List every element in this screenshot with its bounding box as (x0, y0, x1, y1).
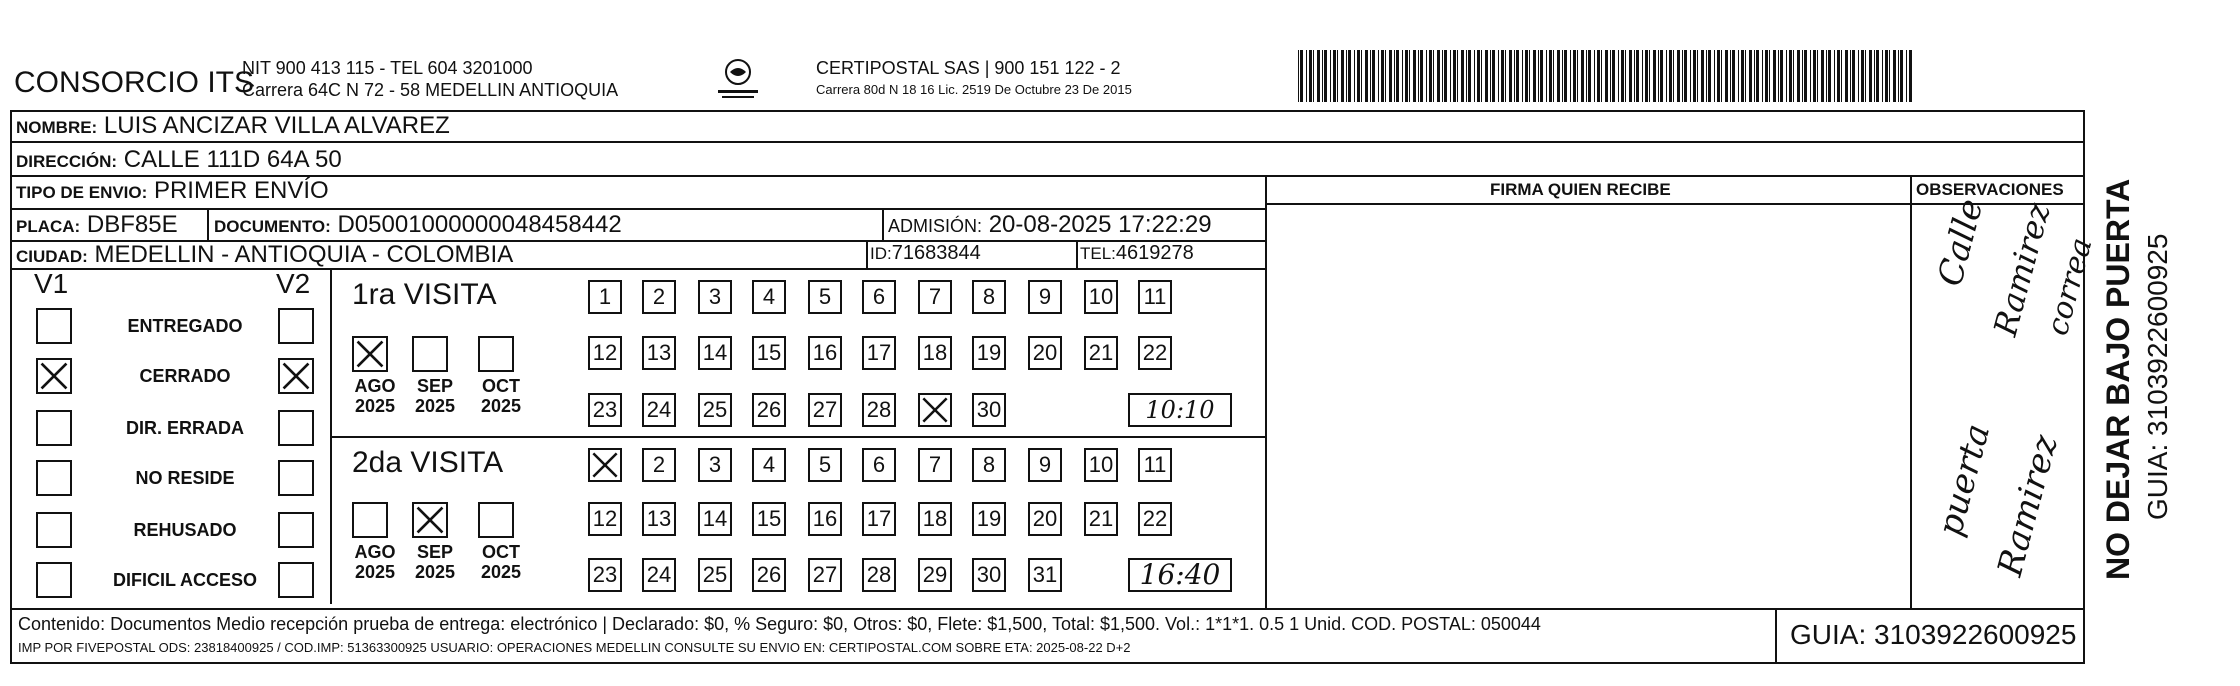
day-box[interactable]: 3 (698, 448, 732, 482)
day-box[interactable]: 8 (972, 448, 1006, 482)
day-box[interactable]: 29 (918, 558, 952, 592)
footer-imp: IMP POR FIVEPOSTAL ODS: 23818400925 / COD.IMP: 51363300925 USUARIO: OPERACIONES MEDELLIN CONSULTE SU ENVIO EN: CERTIPOSTAL.COM SOBRE ETA: 2025-08-22 D+2 (18, 640, 1131, 655)
hand-note-4: puerta (1930, 419, 1999, 541)
day-box[interactable]: 11 (1138, 448, 1172, 482)
day-box[interactable]: 28 (862, 558, 896, 592)
footer-contenido: Contenido: Documentos Medio recepción prueba de entrega: electrónico | Declarado: $0, % Seguro: $0, Otros: $0, Flete: $1,500, Total: $1,500. Vol.: 1*1*1. 0.5 1 Unid. COD. POSTAL: 050044 (18, 614, 1541, 634)
day-box[interactable]: 13 (642, 336, 676, 370)
v1-checkbox[interactable] (36, 460, 72, 496)
v1-checkbox[interactable] (36, 512, 72, 548)
ciudad-row: CIUDAD: MEDELLIN - ANTIOQUIA - COLOMBIA (16, 241, 514, 268)
v2-checkbox[interactable] (278, 512, 314, 548)
day-box[interactable]: 25 (698, 558, 732, 592)
day-box[interactable]: 23 (588, 393, 622, 427)
observaciones-label: OBSERVACIONES (1916, 180, 2064, 199)
day-box[interactable]: 26 (752, 393, 786, 427)
month-checkbox[interactable] (478, 502, 514, 538)
day-box[interactable]: 18 (918, 336, 952, 370)
day-box[interactable]: 15 (752, 502, 786, 536)
day-box[interactable]: 18 (918, 502, 952, 536)
v2-checkbox[interactable] (278, 562, 314, 598)
day-box[interactable]: 1 (588, 280, 622, 314)
day-box[interactable]: 27 (808, 558, 842, 592)
v1-checkbox[interactable] (36, 410, 72, 446)
month-label: SEP 2025 (414, 376, 456, 416)
barcode (1298, 50, 1914, 102)
tel-row: TEL:4619278 (1080, 242, 1194, 264)
v2-checkbox[interactable] (278, 308, 314, 344)
month-checkbox[interactable] (412, 502, 448, 538)
v1-header: V1 (34, 268, 69, 299)
day-box[interactable]: 26 (752, 558, 786, 592)
v1-checkbox[interactable] (36, 308, 72, 344)
day-box[interactable]: 22 (1138, 502, 1172, 536)
day-box[interactable]: 20 (1028, 502, 1062, 536)
day-box[interactable]: 2 (642, 280, 676, 314)
day-box[interactable]: 6 (862, 280, 896, 314)
day-box[interactable] (588, 448, 622, 482)
day-box[interactable]: 10 (1084, 280, 1118, 314)
month-checkbox[interactable] (412, 336, 448, 372)
visit2-title: 2da VISITA (352, 446, 504, 479)
day-box[interactable]: 10 (1084, 448, 1118, 482)
day-box[interactable]: 9 (1028, 280, 1062, 314)
status-label: CERRADO (139, 366, 231, 386)
day-box[interactable]: 30 (972, 558, 1006, 592)
day-box[interactable]: 16 (808, 502, 842, 536)
day-box[interactable]: 12 (588, 336, 622, 370)
status-label: REHUSADO (133, 520, 237, 540)
v1-checkbox[interactable] (36, 562, 72, 598)
day-box[interactable]: 6 (862, 448, 896, 482)
day-box[interactable]: 31 (1028, 558, 1062, 592)
day-box[interactable]: 23 (588, 558, 622, 592)
status-label: NO RESIDE (135, 468, 235, 488)
certipostal-line2: Carrera 80d N 18 16 Lic. 2519 De Octubre 23 De 2015 (816, 82, 1132, 97)
day-box[interactable]: 21 (1084, 502, 1118, 536)
day-box[interactable]: 11 (1138, 280, 1172, 314)
visit1-time[interactable]: 10:10 (1128, 393, 1232, 427)
visit2-time[interactable]: 16:40 (1128, 558, 1232, 592)
id-row: ID:71683844 (870, 242, 981, 264)
v2-checkbox[interactable] (278, 460, 314, 496)
day-box[interactable]: 24 (642, 558, 676, 592)
month-label: OCT 2025 (480, 376, 522, 416)
day-box[interactable]: 4 (752, 448, 786, 482)
day-box[interactable]: 2 (642, 448, 676, 482)
day-box[interactable]: 20 (1028, 336, 1062, 370)
day-box[interactable]: 19 (972, 336, 1006, 370)
hand-note-5: Ramirez (1990, 430, 2066, 581)
day-box[interactable]: 12 (588, 502, 622, 536)
v1-checkbox[interactable] (36, 358, 72, 394)
day-box[interactable]: 17 (862, 336, 896, 370)
day-box[interactable]: 7 (918, 448, 952, 482)
day-box[interactable] (918, 393, 952, 427)
day-box[interactable]: 21 (1084, 336, 1118, 370)
month-label: AGO 2025 (354, 376, 396, 416)
month-checkbox[interactable] (352, 336, 388, 372)
day-box[interactable]: 4 (752, 280, 786, 314)
direccion-row: DIRECCIÓN: CALLE 111D 64A 50 (16, 146, 342, 173)
no-dejar-label: NO DEJAR BAJO PUERTA (2100, 178, 2136, 580)
status-label: DIFICIL ACCESO (112, 570, 257, 590)
day-box[interactable]: 7 (918, 280, 952, 314)
admision-row: ADMISIÓN: 20-08-2025 17:22:29 (888, 211, 1212, 238)
month-checkbox[interactable] (352, 502, 388, 538)
company-name: CONSORCIO ITS (14, 66, 255, 99)
day-box[interactable]: 22 (1138, 336, 1172, 370)
certipostal-line1: CERTIPOSTAL SAS | 900 151 122 - 2 (816, 58, 1121, 78)
day-box[interactable]: 14 (698, 336, 732, 370)
placa-row: PLACA: DBF85E (16, 211, 178, 238)
month-checkbox[interactable] (478, 336, 514, 372)
footer-guia: GUIA: 3103922600925 (1790, 619, 2077, 650)
day-box[interactable]: 14 (698, 502, 732, 536)
month-label: OCT 2025 (480, 542, 522, 582)
day-box[interactable]: 25 (698, 393, 732, 427)
day-box[interactable]: 15 (752, 336, 786, 370)
day-box[interactable]: 24 (642, 393, 676, 427)
v2-header: V2 (276, 268, 311, 299)
month-label: AGO 2025 (354, 542, 396, 582)
side-guia-label: GUIA: 3103922600925 (2142, 233, 2173, 520)
month-label: SEP 2025 (414, 542, 456, 582)
address-line: Carrera 64C N 72 - 58 MEDELLIN ANTIOQUIA (242, 80, 619, 100)
day-box[interactable]: 3 (698, 280, 732, 314)
certipostal-logo (710, 56, 766, 102)
day-box[interactable]: 19 (972, 502, 1006, 536)
nit-line: NIT 900 413 115 - TEL 604 3201000 (242, 58, 533, 78)
visit1-title: 1ra VISITA (352, 278, 497, 311)
nombre-row: NOMBRE: LUIS ANCIZAR VILLA ALVAREZ (16, 112, 450, 139)
day-box[interactable]: 28 (862, 393, 896, 427)
day-box[interactable]: 13 (642, 502, 676, 536)
day-box[interactable]: 9 (1028, 448, 1062, 482)
v2-checkbox[interactable] (278, 410, 314, 446)
day-box[interactable]: 17 (862, 502, 896, 536)
day-box[interactable]: 8 (972, 280, 1006, 314)
day-box[interactable]: 27 (808, 393, 842, 427)
firma-area[interactable] (1268, 206, 1908, 606)
v2-checkbox[interactable] (278, 358, 314, 394)
status-label: DIR. ERRADA (125, 418, 244, 438)
day-box[interactable]: 5 (808, 280, 842, 314)
day-box[interactable]: 16 (808, 336, 842, 370)
tipo-row: TIPO DE ENVIO: PRIMER ENVÍO (16, 177, 329, 204)
firma-label: FIRMA QUIEN RECIBE (1490, 180, 1671, 199)
documento-row: DOCUMENTO: D05001000000048458442 (214, 211, 622, 238)
status-label: ENTREGADO (127, 316, 243, 336)
day-box[interactable]: 5 (808, 448, 842, 482)
hand-note-2: Ramirez (1986, 199, 2058, 340)
hand-note-3: correa (2040, 234, 2100, 340)
day-box[interactable]: 30 (972, 393, 1006, 427)
hand-note-1: Calle (1930, 194, 1992, 291)
